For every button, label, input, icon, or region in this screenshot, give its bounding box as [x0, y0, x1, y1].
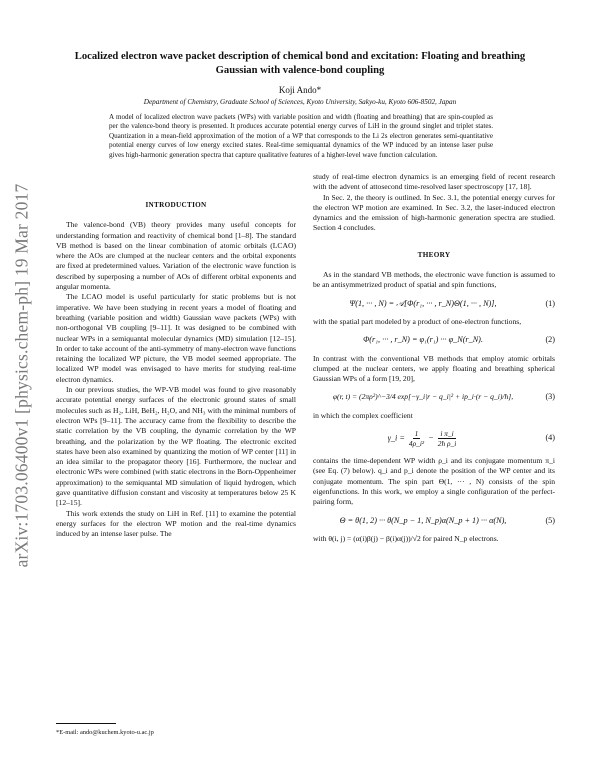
theory-paragraph-6: with θ(i, j) = (α(i)β(j) − β(i)α(j))/√2 for paired N_p electrons. — [313, 533, 499, 543]
abstract: A model of localized electron wave packets (WPs) with variable position and width (floating and breathing) that are spin-coupled as per the valence-bond theory is presented. It produces accurate potential energy curves of LiH in the ground singlet and triplet states. Quantization in a mean-field approximation of the motion of a WP that corresponds to the Li 2s electron generates semi-quantitative potential energy curves of low energy excited states. Real-time semiquantal dynamics of the WP induced by an intense laser pulse gives high-harmonic generation spectra that capture qualitative features of a higher-level wave function calculation. — [109, 113, 493, 159]
equation-2-number: (2) — [545, 335, 555, 345]
equation-1-number: (1) — [545, 298, 555, 308]
equation-5-expr: Θ = θ(1, 2) ··· θ(N_p − 1, N_p)α(N_p + 1) ··· α(N), — [339, 515, 507, 525]
right-paragraph-1: study of real-time electron dynamics is an emerging field of recent research with the advent of attosecond time-resolved laser spectroscopy [17, 18]. — [313, 172, 555, 192]
theory-paragraph-3: In contrast with the conventional VB methods that employ atomic orbitals clumped at the nuclear centers, we apply floating and breathing spherical Gaussian WPs of a form [19, 20], — [313, 353, 555, 384]
equation-3-number: (3) — [545, 392, 555, 402]
arxiv-stamp-text: arXiv:1703.06400v1 [physics.chem-ph] 19 Mar 2017 — [11, 183, 32, 567]
equation-3-expr: φ(r, t) = (2πρ²)^−3/4 exp[−γ_i|r − q_i|² + ip_i·(r − q_i)/ħ], — [332, 392, 514, 402]
footnote: *E-mail: ando@kuchem.kyoto-u.ac.jp — [56, 729, 154, 736]
theory-heading: THEORY — [417, 250, 451, 259]
left-column — [56, 200, 296, 540]
equation-4 — [313, 429, 555, 448]
intro-paragraph-3: In our previous studies, the WP-VB model was found to give reasonably accurate potential energy surfaces of the electronic ground states of small molecules such as H₂, LiH, BeH₂, H₂O, and NH₃ with the minimal numbers of electron WPs [9–11]. The accuracy came from the flexibility to describe the static correlation by the VB coupling, the dynamic correlation by the WP breathing, and the polarization by the WP floating. The electronic excited states have been also examined by quantizing the motion of WP center [11] in an idea similar to the propagator theory [16]. Furthermore, the nuclear and electronic WPs were combined (with static electrons in the Born-Oppenheimer approximation) to the semiquantal MD simulation of liquid hydrogen, which gave quantitative diffusion constant and viscosity at temperatures below 25 K [12–15]. — [56, 385, 296, 508]
affiliation: Department of Chemistry, Graduate School of Sciences, Kyoto University, Sakyo-ku, Kyoto 606-8502, Japan — [143, 98, 457, 106]
equation-4-fraction-a-denominator: 4ρ_i² — [408, 439, 425, 449]
equation-1 — [313, 299, 555, 309]
equation-4-fraction-b — [438, 429, 457, 448]
theory-paragraph-4: in which the complex coefficient — [313, 410, 413, 420]
theory-paragraph-5: contains the time-dependent WP width ρ_i and its conjugate momentum π_i (see Eq. (7) below). q_i and p_i denote the position of the WP center and its conjugate momentum. The spin part Θ(1, ··· , N) consists of the spin eigenfunctions. In this work, we employ a single configuration of the perfect-pairing form, — [313, 456, 555, 507]
equation-4-fraction-a — [409, 429, 424, 448]
equation-2-expr: Φ(r₁, ··· , r_N) = φ₁(r₁) ··· φ_N(r_N). — [363, 335, 483, 345]
equation-4-fraction-a-numerator: 1 — [414, 429, 419, 439]
intro-paragraph-4: This work extends the study on LiH in Ref. [11] to examine the potential energy surfaces for the electron WP motion and the real-time dynamics induced by an intense laser pulse. The — [56, 508, 296, 539]
right-paragraph-2: In Sec. 2, the theory is outlined. In Sec. 3.1, the potential energy curves for the electron WP motion are examined. In Sec. 3.2, the laser-induced electron dynamics and the emission of high-harmonic generation spectra are studied. Section 4 concludes. — [313, 192, 555, 233]
equation-2 — [313, 335, 555, 345]
footnote-rule — [56, 723, 116, 724]
equation-4-expr — [313, 429, 533, 448]
intro-paragraph-1: The valence-bond (VB) theory provides many useful concepts for understanding formation and reactivity of chemical bond [1–8]. The standard VB method is based on the linear combination of atomic orbitals (LCAO) where the AOs are clumped at the nuclear centers and the orbital exponents are fixed at predetermined values. Variation of the electronic wave function is described by superposing a number of AOs of different orbital exponents and angular momenta. — [56, 220, 296, 292]
paper-title: Localized electron wave packet description of chemical bond and excitation: Floating and breathing Gaussian with valence-bond coupling — [74, 51, 526, 76]
right-column — [313, 172, 555, 544]
equation-1-expr: Ψ(1, ··· , N) = 𝒜[Φ(r₁, ··· , r_N)Θ(1, ··· , N)], — [349, 298, 497, 308]
equation-4-number: (4) — [545, 433, 555, 443]
equation-4-fraction-b-numerator: i π_i — [440, 429, 454, 439]
equation-4-lhs: γ_i = — [387, 433, 405, 443]
equation-4-fraction-b-denominator: 2ħ ρ_i — [437, 439, 457, 449]
introduction-heading: INTRODUCTION — [145, 201, 207, 209]
equation-5-number: (5) — [545, 515, 555, 525]
intro-paragraph-2: The LCAO model is useful particularly for static problems but is not imperative. We have been studying in recent years a model of floating and breathing (variable position and width) Gaussian wave packets (WPs) with non-orthogonal VB coupling [9–11]. It was designed to be combined with nuclear WPs in a semiquantal molecular dynamics (MD) simulation [12–15]. In order to take account of the anti-symmetry of many-electron wave functions retaining the localized WP picture, the VB model seemed appropriate. The localized WP model was envisaged to have merits for studying real-time electron dynamics. — [56, 292, 296, 384]
equation-4-minus: − — [428, 433, 434, 443]
equation-5 — [313, 516, 555, 526]
theory-paragraph-1: As in the standard VB methods, the electronic wave function is assumed to be an antisymmetrized product of spatial and spin functions, — [313, 270, 555, 290]
equation-3 — [313, 392, 555, 402]
arxiv-stamp — [2, 160, 42, 590]
author: Koji Ando* — [278, 85, 322, 95]
theory-paragraph-2: with the spatial part modeled by a product of one-electron functions, — [313, 316, 522, 326]
